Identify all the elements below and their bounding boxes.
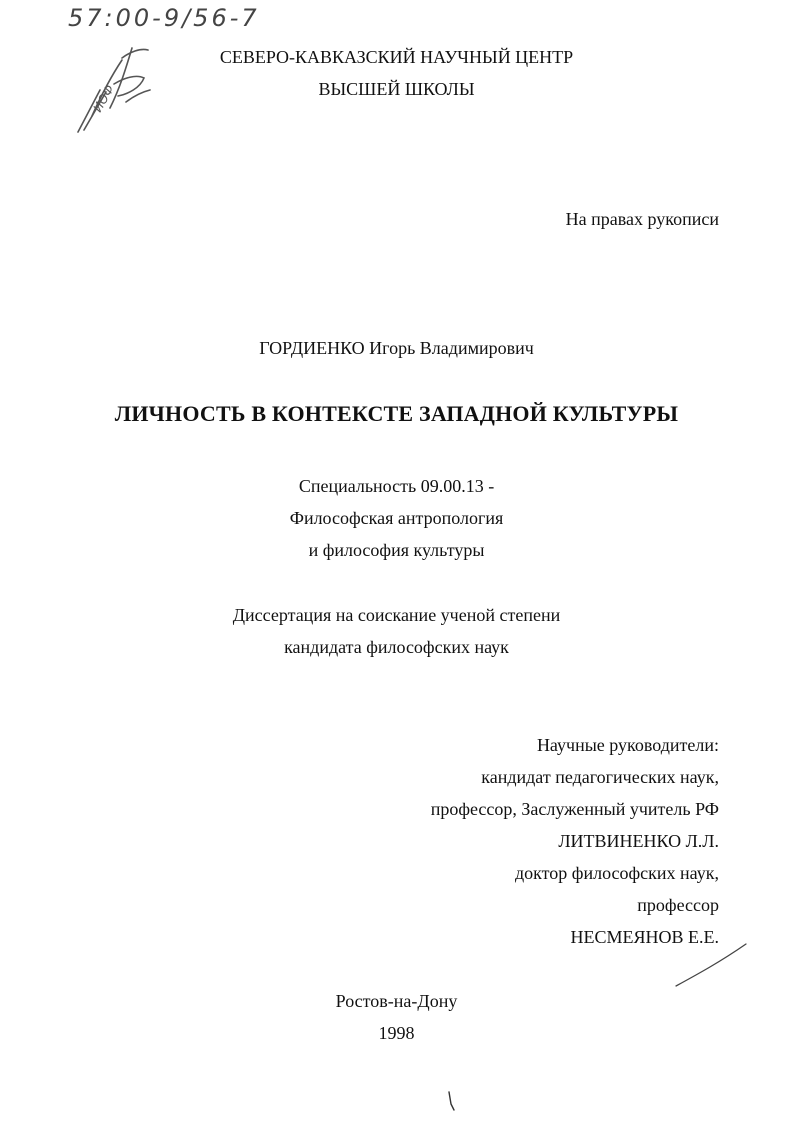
header-line-2: ВЫСШЕЙ ШКОЛЫ: [318, 79, 475, 99]
manuscript-note: На правах рукописи: [565, 209, 719, 229]
author-name: ГОРДИЕНКО Игорь Владимирович: [259, 338, 534, 358]
specialty-line-3: и философия культуры: [308, 540, 485, 560]
pen-stroke-mark: [672, 940, 752, 990]
footer-city: Ростов-на-Дону: [335, 991, 458, 1011]
bottom-tick-mark: [446, 1090, 458, 1114]
signature-text: ИОФ: [90, 82, 117, 115]
header-line-1: СЕВЕРО-КАВКАЗСКИЙ НАУЧНЫЙ ЦЕНТР: [219, 47, 574, 67]
specialty-line-1: Специальность 09.00.13 -: [298, 476, 495, 496]
supervisor-1-title: профессор, Заслуженный учитель РФ: [430, 799, 719, 819]
archive-mark: 57:00-9/56-7: [68, 4, 260, 32]
supervisor-2-title: профессор: [637, 895, 719, 915]
degree-line-1: Диссертация на соискание ученой степени: [232, 605, 561, 625]
specialty-line-2: Философская антропология: [289, 508, 504, 528]
supervisor-1-degree: кандидат педагогических наук,: [481, 767, 719, 787]
supervisor-2-degree: доктор философских наук,: [515, 863, 719, 883]
supervisor-2-name: НЕСМЕЯНОВ Е.Е.: [570, 927, 719, 947]
footer-year: 1998: [378, 1023, 415, 1043]
degree-line-2: кандидата философских наук: [284, 637, 509, 657]
supervisor-1-name: ЛИТВИНЕНКО Л.Л.: [558, 831, 719, 851]
dissertation-title: ЛИЧНОСТЬ В КОНТЕКСТЕ ЗАПАДНОЙ КУЛЬТУРЫ: [114, 401, 679, 426]
supervisors-heading: Научные руководители:: [536, 735, 719, 755]
